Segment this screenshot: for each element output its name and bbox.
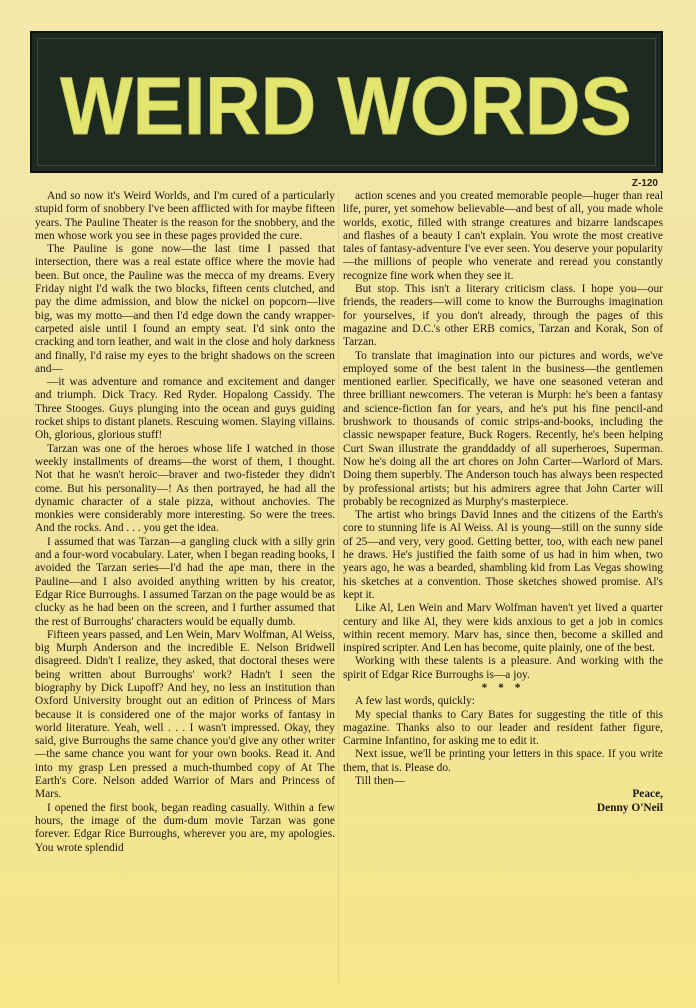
section-separator: * * * [481,681,525,694]
paragraph: I assumed that was Tarzan—a gangling cluck with a silly grin and a four-word vocabulary. Later, when I began reading books, I avoided the Tarzan series—I'd had the ape man, there in the Pauline—and I also avoided anything written by his creator, Edgar Rice Burroughs. I assumed Tarzan on the page would be as clucky as he had been on the screen, and I further assumed that the rest of Burroughs' characters would be equally dumb. [35,535,335,628]
left-column [35,190,335,855]
paragraph: I opened the first book, began reading casually. Within a few hours, the image of the dum-dum movie Tarzan was gone forever. Edgar Rice Burroughs, wherever you are, my apologies. You wrote splendid [35,801,335,854]
author-name: Denny O'Neil [596,801,663,814]
paragraph: Fifteen years passed, and Len Wein, Marv Wolfman, Al Weiss, big Murph Anderson and the incredible E. Nelson Bridwell disagreed. Didn't I realize, they asked, that doctoral theses were being written about Burroughs' work? Hadn't I seen the biography by Dick Lupoff? And hey, no less an institution than Oxford University brought out an edition of Princess of Mars because it is considered one of the major works of fantasy in world literature. Yeah, well . . . I wasn't impressed. Okay, they said, give Burroughs the same chance you'd give any other writer—the same chance you want for your own books. Read it. And into my grasp Len pressed a much-thumbed copy of At The Earth's Core. Nelson added Warrior of Mars and Princess of Mars. [35,628,335,801]
paragraph: And so now it's Weird Worlds, and I'm cured of a particularly stupid form of snobbery I've been afflicted with for maybe fifteen years. The Pauline Theater is the reason for the snobbery, and the men whose work you see in these pages provided the cure. [35,190,335,242]
paragraph: The artist who brings David Innes and the citizens of the Earth's core to stunning life is Al Weiss. Al is young—still on the sunny side of 25—and very, very good. Getting better, too, with each new panel he draws. He's justified the faith some of us had in him when, two years ago, he was a bearded, shambling kid from Las Vegas showing his sketches at a convention. Those sketches showed promise. Al's kept it. [343,509,663,601]
page-title: WEIRD WORDS [60,60,632,152]
closing-paragraph: Next issue, we'll be printing your letters in this space. If you write them, that is. Please do. [343,748,663,774]
paragraph: —it was adventure and romance and excitement and danger and triumph. Dick Tracy. Red Ryder. Hopalong Cassidy. The Three Stooges. Guys plunging into the ocean and guys guiding rocket ships to distant planets. Rescuing women. Slaying villains. Oh, glorious, glorious stuff! [35,376,335,442]
paragraph: Tarzan was one of the heroes whose life I watched in those weekly installments of dreams—the worst of them, I thought. Not that he wasn't heroic—braver and two-fisteder they didn't come. But his personality—! As then portrayed, he had all the dynamic character of a stale pizza, without anchovies. The monkies were considerably more interesting. So were the trees. And the rocks. And . . . you get the idea. [35,442,335,535]
paragraph: The Pauline is gone now—the last time I passed that intersection, there was a real estate office where the movie had been. But once, the Pauline was the mecca of my dreams. Every Friday night I'd walk the two blocks, fifteen cents clutched, and pay the dime admission, and blow the nickel on popcorn—live big, was my motto—and then I'd edge down the candy wrapper-carpeted aisle until I found an empty seat. I'd sink onto the cracking and torn leather, and wait in the close and holy darkness and finally, I'd raise my eyes to the bright shadows on the screen and— [35,243,335,375]
paragraph: Working with these talents is a pleasure. And working with the spirit of Edgar Rice Burroughs is—a joy. [343,655,663,681]
closing-paragraph: A few last words, quickly: [355,695,475,708]
paragraph: To translate that imagination into our pictures and words, we've employed some of the best talent in the business—the gentlemen mentioned earlier. Specifically, we have one seasoned veteran and three brilliant newcomers. The veteran is Murph: he's been a fantasy and science-fiction fan for years, and he's put his fine pencil-and brushwork to thousands of comic strips-and-books, including the classic newspaper feature, Buck Rogers. Recently, he's been helping Curt Swan illustrate the granddaddy of all superheroes, Superman. Now he's doing all the art chores on John Carter—Warlord of Mars. Doing them superbly. The Anderson touch has always been respected by professional artists; but his admirers agree that John Carter will probably be recognized as Murphy's masterpiece. [343,349,663,508]
title-banner [30,31,663,173]
paragraph: Like Al, Len Wein and Marv Wolfman haven't yet lived a quarter century and like Al, they were kids anxious to get a job in comics within recent memory. Marv has, since then, become a skilled and inspired scripter. And Len has become, quite plainly, one of the best. [343,602,663,655]
signoff: Peace, [632,788,663,801]
right-column [343,190,663,815]
page-code: Z-120 [631,178,658,189]
column-divider [338,192,339,982]
paragraph: But stop. This isn't a literary criticism class. I hope you—our friends, the readers—will come to know the Burroughs imagination for yourselves, if you don't already, through the pages of this magazine and D.C.'s other ERB comics, Tarzan and Korak, Son of Tarzan. [343,283,663,349]
banner-title-art [32,33,661,171]
paragraph: action scenes and you created memorable people—huger than real life, purer, yet somehow believable—and best of all, you made whole worlds, exotic, filled with strange creatures and bizarre landscapes and flashes of a beauty I can't explain. You wrote the most creative tales of fantasy-adventure I've ever seen. You deserve your popularity—the millions of people who venerate and reread you constantly recognize fine work when they see it. [343,190,663,282]
closing-paragraph: Till then— [355,775,405,788]
closing-paragraph: My special thanks to Cary Bates for suggesting the title of this magazine. Thanks also to our leader and resident father figure, Carmine Infantino, for asking me to edit it. [343,708,663,748]
